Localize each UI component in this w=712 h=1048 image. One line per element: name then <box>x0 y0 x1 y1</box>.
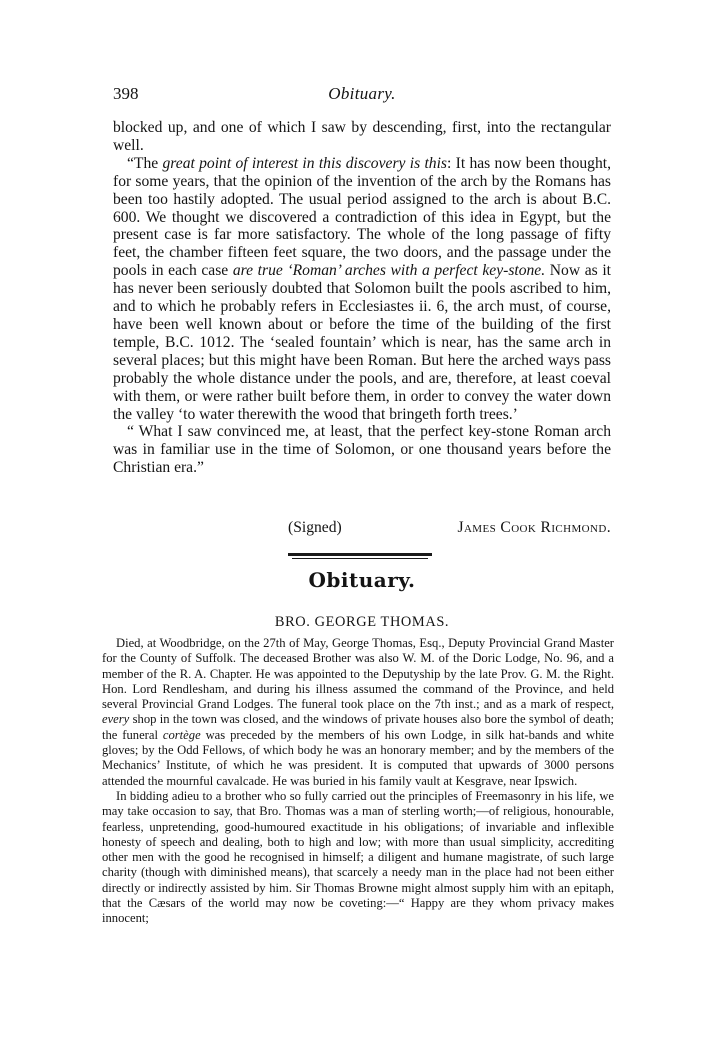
obit-p1-emphasis-every: every <box>102 712 130 727</box>
section-divider <box>288 553 432 561</box>
obit-p1-part-1: Died, at Woodbridge, on the 27th of May, George Thomas, Esq., Deputy Provincial Grand Master for the County of Suffolk. The deceased Brother was also W. M. of the Doric Lodge, No. 96, and a member of the R. A. Chapter. He was appointed to the Deputyship by the late Prov. G. M. the Right. Hon. Lord Rendlesham, and during his illness assumed the command of the Province, and held several Provincial Grand Lodges. The funeral took place on the 7th inst.; and as a mark of respect, <box>102 636 614 712</box>
signatory-name: James Cook Richmond. <box>457 519 611 536</box>
page-number: 398 <box>113 84 139 103</box>
obituary-subhead: BRO. GEORGE THOMAS. <box>274 614 450 630</box>
divider-thin-rule <box>292 558 428 559</box>
obit-p1-emphasis-cortege: cortège <box>162 727 201 742</box>
running-head <box>113 84 611 108</box>
letter-p2-body-1: : It has now been thought, for some years, that the opinion of the invention of the arch by the Romans has been too hastily adopted. The usual period assigned to the arch is about B.C. 600. We thought we discovered a contradiction of this idea in Egypt, but the present case is far more satisfactory. The whole of the long passage of fifty feet, the chamber fifteen feet square, the two doors, and the passage under the pools in each case <box>113 154 611 280</box>
letter-text <box>113 119 611 477</box>
letter-paragraph-2 <box>113 155 611 424</box>
signed-label: (Signed) <box>288 519 342 536</box>
obit-p1-part-3: was preceded by the members of his own Lodge, in silk hat-bands and white gloves; by the Odd Fellows, of which body he was an honorary member; and by the members of the Mechanics’ Institute, of which he was president. It is computed that upwards of 3000 persons attended the mournful cavalcade. He was buried in his family vault at Kesgrave, near Ipswich. <box>102 727 615 788</box>
obituary-paragraph-1 <box>102 636 614 789</box>
signature-line <box>113 519 611 539</box>
letter-p2-emphasis-1: great point of interest in this discovery is this <box>162 154 447 172</box>
letter-p2-emphasis-2: are true ‘Roman’ arches with a perfect key-stone. <box>232 262 546 280</box>
obituary-paragraph-2: In bidding adieu to a brother who so fully carried out the principles of Freemasonry in his life, we may take occasion to say, that Bro. Thomas was a man of sterling worth;—of religious, honourable, fearless, unpretending, good-humoured exactitude in his obligations; of invariable and inflexible honesty of speech and dealing, both to high and low; with more than usual simplicity, accrediting other men with the good he recognised in himself; a diligent and humane magistrate, of such large charity (though with diminished means), that scarcely a needy man in the place had not been either directly or indirectly assisted by him. Sir Thomas Browne might almost supply him with an epitaph, that the Cæsars of the world may now be coveting:—“ Happy are they whom privacy makes innocent; <box>102 788 614 926</box>
letter-paragraph-3: “ What I saw convinced me, at least, that the perfect key-stone Roman arch was in familiar use in the time of Solomon, or one thousand years before the Christian era.” <box>113 423 611 477</box>
running-title: Obituary. <box>328 84 396 103</box>
obit-p1-part-2: shop in the town was closed, and the windows of private houses also bore the symbol of death; the funeral <box>102 712 614 742</box>
section-title: Obituary. <box>308 568 416 592</box>
letter-p2-body-2: Now as it has never been seriously doubted that Solomon built the pools ascribed to him, and to which he probably refers in Ecclesiastes ii. 6, the arch must, of course, have been well known about or before the time of the building of the first temple, B.C. 1012. The ‘sealed fountain’ which is near, has the same arch in several places; but this might have been Roman. But here the arched ways pass probably the whole distance under the pools, and are, therefore, at least coeval with them, or were rather built before them, in order to convey the water down the valley ‘to water therewith the wood that bringeth forth trees.’ <box>113 262 612 423</box>
obituary-text <box>102 636 614 927</box>
letter-p2-open: “The <box>127 154 163 172</box>
letter-paragraph-1: blocked up, and one of which I saw by descending, first, into the rectangular well. <box>113 119 611 154</box>
divider-thick-rule <box>288 553 432 556</box>
